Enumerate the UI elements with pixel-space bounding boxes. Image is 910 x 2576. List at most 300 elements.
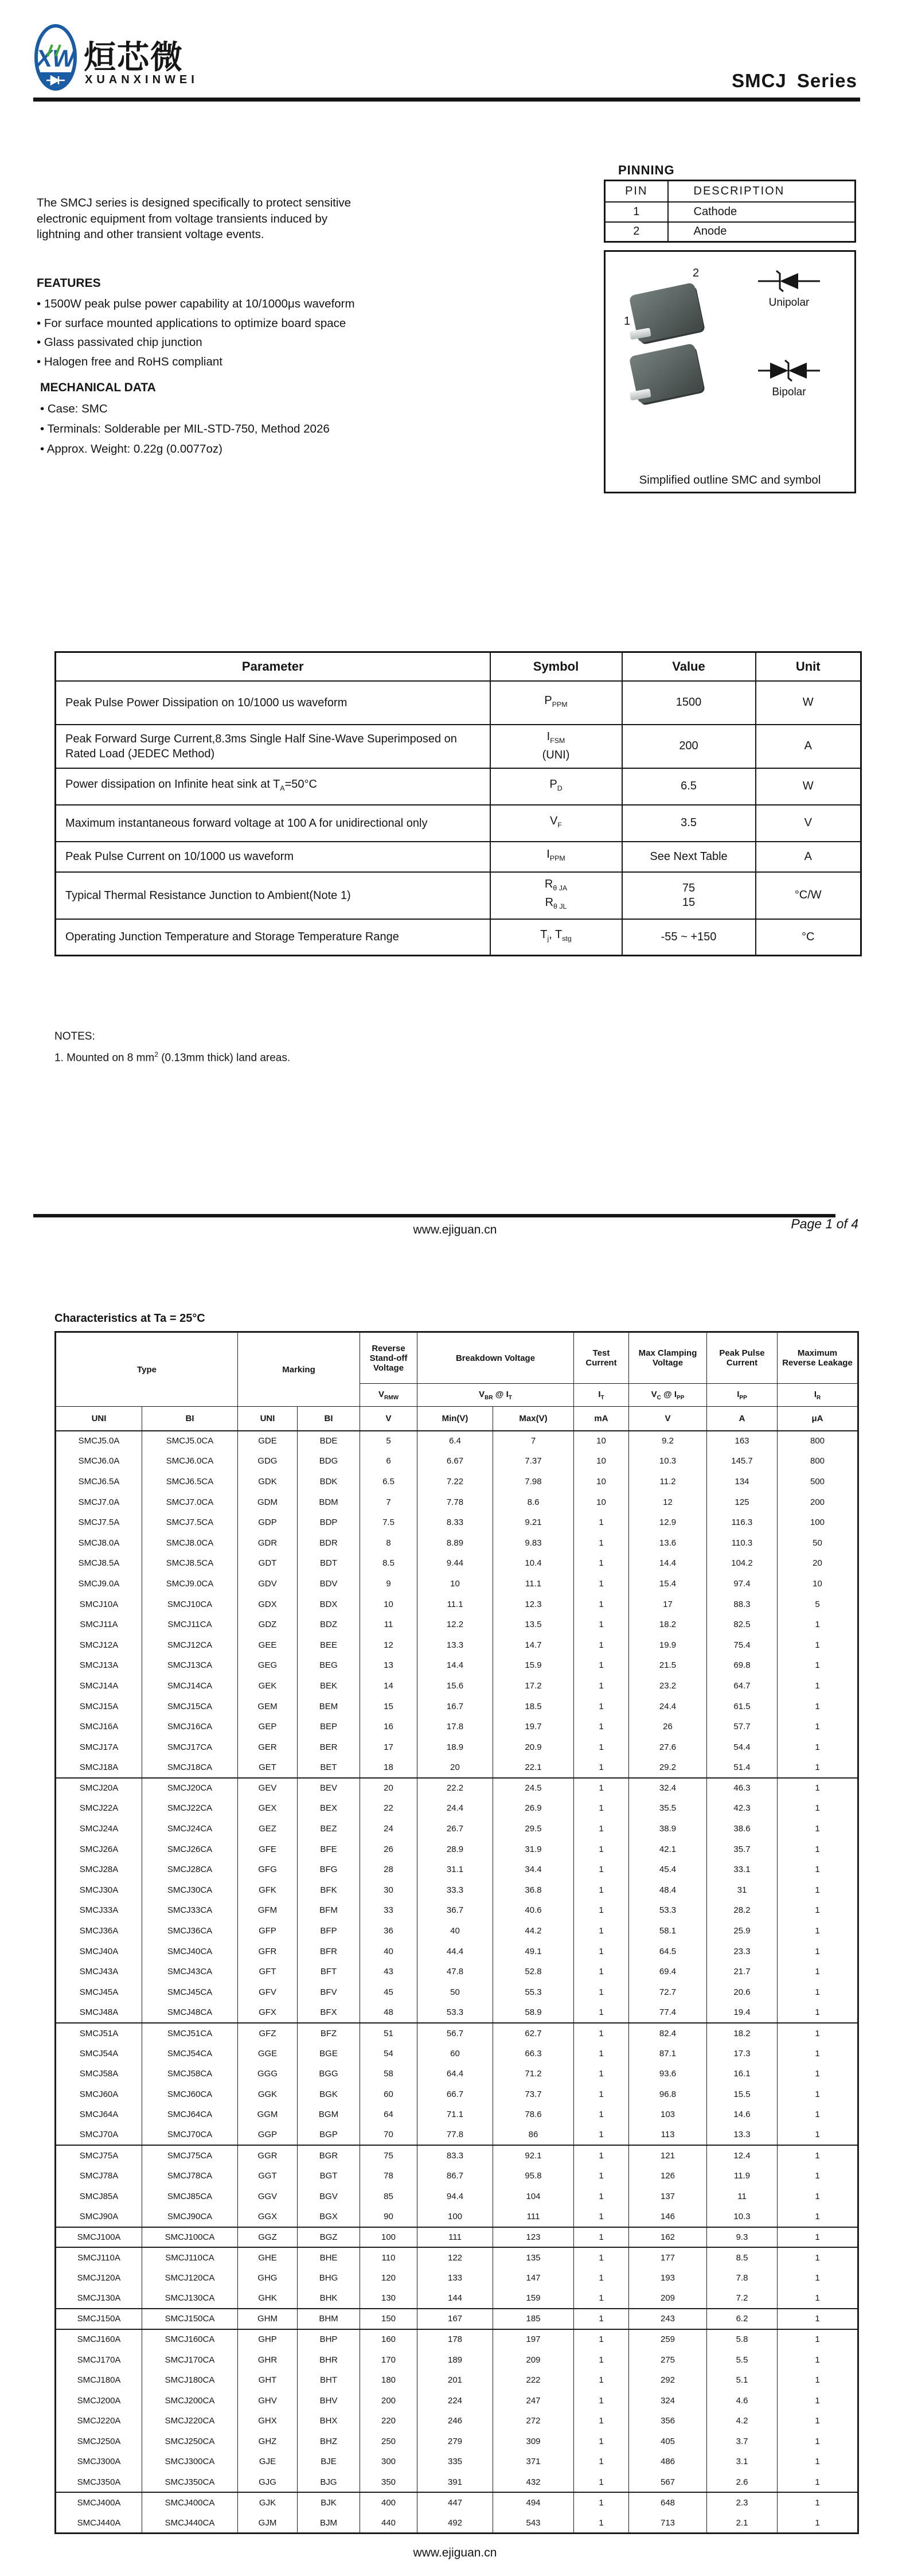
param-symbol-cell xyxy=(490,681,622,725)
subscript: RMW xyxy=(384,1394,399,1401)
param-value-cell xyxy=(622,768,756,805)
ipp-cell: 5.5 xyxy=(707,2349,778,2370)
it-cell: 1 xyxy=(574,2104,629,2125)
marking-bi-cell: BDX xyxy=(298,1594,360,1614)
subscript: C xyxy=(657,1394,661,1401)
vbr-min-cell: 71.1 xyxy=(417,2104,493,2125)
value-line: 200 xyxy=(679,740,698,752)
vc-cell: 17 xyxy=(629,1594,707,1614)
ipp-cell: 2.6 xyxy=(707,2472,778,2493)
marking-uni-cell: GHX xyxy=(238,2411,298,2431)
marking-bi-cell: BJG xyxy=(298,2472,360,2493)
it-cell: 1 xyxy=(574,1532,629,1553)
it-cell: 1 xyxy=(574,1962,629,1982)
vc-cell: 567 xyxy=(629,2472,707,2493)
ir-cell: 1 xyxy=(778,2431,858,2452)
vrwm-cell: 170 xyxy=(360,2349,417,2370)
param-row xyxy=(56,681,861,725)
vbr-max-cell: 95.8 xyxy=(493,2166,574,2186)
part-uni-cell: SMCJ43A xyxy=(56,1962,142,1982)
subscript: PPM xyxy=(549,854,565,862)
vrwm-cell: 85 xyxy=(360,2186,417,2207)
part-uni-cell: SMCJ7.5A xyxy=(56,1512,142,1533)
vrwm-cell: 7.5 xyxy=(360,1512,417,1533)
vbr-max-cell: 58.9 xyxy=(493,2002,574,2023)
pinning-header-row xyxy=(605,181,856,202)
page-number: Page 1 of 4 xyxy=(791,1216,858,1231)
vc-cell: 48.4 xyxy=(629,1880,707,1901)
ir-cell: 1 xyxy=(778,2084,858,2105)
part-bi-cell: SMCJ440CA xyxy=(142,2513,238,2534)
part-uni-cell: SMCJ100A xyxy=(56,2227,142,2248)
char-table xyxy=(54,1331,859,2534)
value-line: 15 xyxy=(682,896,696,909)
vc-cell: 12.9 xyxy=(629,1512,707,1533)
vc-cell: 35.5 xyxy=(629,1798,707,1819)
vbr-min-cell: 8.33 xyxy=(417,1512,493,1533)
vc-cell: 21.5 xyxy=(629,1655,707,1676)
ipp-cell: 17.3 xyxy=(707,2043,778,2064)
vrwm-cell: 9 xyxy=(360,1574,417,1594)
part-uni-cell: SMCJ150A xyxy=(56,2309,142,2329)
vc-cell: 648 xyxy=(629,2492,707,2513)
part-uni-cell: SMCJ75A xyxy=(56,2145,142,2166)
vrwm-cell: 43 xyxy=(360,1962,417,1982)
vc-cell: 15.4 xyxy=(629,1574,707,1594)
vbr-min-cell: 86.7 xyxy=(417,2166,493,2186)
part-uni-cell: SMCJ20A xyxy=(56,1778,142,1799)
ir-cell: 1 xyxy=(778,1696,858,1717)
marking-bi-cell: BFM xyxy=(298,1900,360,1921)
ratings-header-symbol: Symbol xyxy=(490,652,622,681)
marking-bi-cell: BJK xyxy=(298,2492,360,2513)
vrwm-cell: 7 xyxy=(360,1492,417,1512)
part-uni-cell: SMCJ60A xyxy=(56,2084,142,2105)
ipp-cell: 7.8 xyxy=(707,2268,778,2289)
it-cell: 1 xyxy=(574,2084,629,2105)
marking-uni-cell: GJE xyxy=(238,2452,298,2472)
pinning-title: PINNING xyxy=(618,163,675,177)
text-segment: , T xyxy=(549,928,563,941)
part-uni-cell: SMCJ15A xyxy=(56,1696,142,1717)
part-bi-cell: SMCJ26CA xyxy=(142,1839,238,1859)
ipp-cell: 64.7 xyxy=(707,1676,778,1696)
char-row xyxy=(56,1451,858,1472)
char-header-cell: Reverse Stand-off Voltage xyxy=(360,1332,417,1384)
vrwm-cell: 48 xyxy=(360,2002,417,2023)
vbr-min-cell: 111 xyxy=(417,2227,493,2248)
part-uni-cell: SMCJ8.0A xyxy=(56,1532,142,1553)
value-line: See Next Table xyxy=(650,850,728,863)
it-cell: 1 xyxy=(574,2309,629,2329)
page-title: SMCJ Series xyxy=(732,70,857,91)
ir-cell: 1 xyxy=(778,1962,858,1982)
header-rule xyxy=(33,98,860,102)
marking-uni-cell: GHK xyxy=(238,2288,298,2309)
it-cell: 1 xyxy=(574,1819,629,1839)
vbr-min-cell: 26.7 xyxy=(417,1819,493,1839)
marking-bi-cell: BEM xyxy=(298,1696,360,1717)
vc-cell: 93.6 xyxy=(629,2064,707,2084)
value-line: -55 ~ +150 xyxy=(661,930,717,943)
vbr-max-cell: 62.7 xyxy=(493,2023,574,2044)
part-uni-cell: SMCJ90A xyxy=(56,2207,142,2227)
part-bi-cell: SMCJ180CA xyxy=(142,2370,238,2391)
part-bi-cell: SMCJ400CA xyxy=(142,2492,238,2513)
char-row xyxy=(56,2145,858,2166)
ratings-table xyxy=(54,651,862,956)
char-row xyxy=(56,2329,858,2350)
char-row xyxy=(56,1941,858,1962)
vbr-min-cell: 18.9 xyxy=(417,1737,493,1757)
char-unit-row xyxy=(56,1407,858,1431)
param-table-body xyxy=(56,681,861,956)
part-uni-cell: SMCJ110A xyxy=(56,2247,142,2268)
part-bi-cell: SMCJ9.0CA xyxy=(142,1574,238,1594)
vrwm-cell: 13 xyxy=(360,1655,417,1676)
char-row xyxy=(56,2472,858,2493)
ipp-cell: 5.8 xyxy=(707,2329,778,2350)
vrwm-cell: 5 xyxy=(360,1431,417,1452)
it-cell: 1 xyxy=(574,1757,629,1778)
ipp-cell: 13.3 xyxy=(707,2125,778,2146)
pinning-header-description: DESCRIPTION xyxy=(668,181,856,202)
subscript: stg xyxy=(562,935,572,943)
marking-bi-cell: BFZ xyxy=(298,2023,360,2044)
vrwm-cell: 78 xyxy=(360,2166,417,2186)
vc-cell: 713 xyxy=(629,2513,707,2534)
vbr-min-cell: 13.3 xyxy=(417,1635,493,1655)
char-header-cell: Breakdown Voltage xyxy=(417,1332,574,1384)
vrwm-cell: 17 xyxy=(360,1737,417,1757)
it-cell: 1 xyxy=(574,1696,629,1717)
feature-item: • For surface mounted applications to optimize board space xyxy=(37,314,355,333)
marking-uni-cell: GGX xyxy=(238,2207,298,2227)
param-value-cell xyxy=(622,872,756,919)
vbr-min-cell: 6.4 xyxy=(417,1431,493,1452)
marking-bi-cell: BDV xyxy=(298,1574,360,1594)
text-segment: (UNI) xyxy=(542,749,570,761)
part-bi-cell: SMCJ20CA xyxy=(142,1778,238,1799)
ipp-cell: 2.3 xyxy=(707,2492,778,2513)
subscript: A xyxy=(280,784,285,792)
it-cell: 1 xyxy=(574,2472,629,2493)
part-uni-cell: SMCJ400A xyxy=(56,2492,142,2513)
marking-uni-cell: GFE xyxy=(238,1839,298,1859)
char-row xyxy=(56,1676,858,1696)
char-row xyxy=(56,2186,858,2207)
ir-cell: 1 xyxy=(778,2329,858,2350)
marking-bi-cell: BEP xyxy=(298,1717,360,1737)
vbr-max-cell: 78.6 xyxy=(493,2104,574,2125)
subscript: FSM xyxy=(550,737,565,745)
vc-cell: 42.1 xyxy=(629,1839,707,1859)
ir-cell: 1 xyxy=(778,1941,858,1962)
part-bi-cell: SMCJ6.5CA xyxy=(142,1472,238,1492)
marking-bi-cell: BHP xyxy=(298,2329,360,2350)
ipp-cell: 25.9 xyxy=(707,1921,778,1941)
char-header-cell: Peak Pulse Current xyxy=(707,1332,778,1384)
text-segment: R xyxy=(544,877,553,890)
vc-cell: 177 xyxy=(629,2247,707,2268)
vrwm-cell: 16 xyxy=(360,1717,417,1737)
it-cell: 1 xyxy=(574,2452,629,2472)
vbr-max-cell: 123 xyxy=(493,2227,574,2248)
part-uni-cell: SMCJ160A xyxy=(56,2329,142,2350)
part-uni-cell: SMCJ33A xyxy=(56,1900,142,1921)
ir-cell: 1 xyxy=(778,2309,858,2329)
part-bi-cell: SMCJ170CA xyxy=(142,2349,238,2370)
vbr-max-cell: 197 xyxy=(493,2329,574,2350)
vbr-max-cell: 55.3 xyxy=(493,1982,574,2003)
part-uni-cell: SMCJ200A xyxy=(56,2390,142,2411)
vrwm-cell: 100 xyxy=(360,2227,417,2248)
ipp-cell: 28.2 xyxy=(707,1900,778,1921)
part-uni-cell: SMCJ8.5A xyxy=(56,1553,142,1574)
part-uni-cell: SMCJ10A xyxy=(56,1594,142,1614)
part-bi-cell: SMCJ48CA xyxy=(142,2002,238,2023)
marking-uni-cell: GEX xyxy=(238,1798,298,1819)
part-bi-cell: SMCJ36CA xyxy=(142,1921,238,1941)
char-row xyxy=(56,1839,858,1859)
vrwm-cell: 14 xyxy=(360,1676,417,1696)
marking-uni-cell: GDX xyxy=(238,1594,298,1614)
part-bi-cell: SMCJ8.0CA xyxy=(142,1532,238,1553)
vbr-min-cell: 50 xyxy=(417,1982,493,2003)
mechanical-item: • Case: SMC xyxy=(40,399,330,419)
ir-cell: 1 xyxy=(778,2268,858,2289)
marking-uni-cell: GET xyxy=(238,1757,298,1778)
char-row xyxy=(56,2390,858,2411)
vc-cell: 23.2 xyxy=(629,1676,707,1696)
it-cell: 1 xyxy=(574,2431,629,2452)
it-cell: 1 xyxy=(574,2390,629,2411)
marking-uni-cell: GFR xyxy=(238,1941,298,1962)
vrwm-cell: 18 xyxy=(360,1757,417,1778)
part-bi-cell: SMCJ150CA xyxy=(142,2309,238,2329)
vc-cell: 259 xyxy=(629,2329,707,2350)
vbr-max-cell: 111 xyxy=(493,2207,574,2227)
marking-uni-cell: GDM xyxy=(238,1492,298,1512)
ir-cell: 1 xyxy=(778,1982,858,2003)
vbr-max-cell: 22.1 xyxy=(493,1757,574,1778)
param-symbol-cell xyxy=(490,768,622,805)
footer-url: www.ejiguan.cn xyxy=(413,1223,497,1236)
marking-uni-cell: GHR xyxy=(238,2349,298,2370)
char-row xyxy=(56,1472,858,1492)
text-segment: I xyxy=(737,1389,740,1399)
vbr-max-cell: 432 xyxy=(493,2472,574,2493)
bipolar-diode-icon xyxy=(757,357,821,384)
pin-number-cell: 2 xyxy=(605,222,668,242)
part-uni-cell: SMCJ170A xyxy=(56,2349,142,2370)
vbr-min-cell: 6.67 xyxy=(417,1451,493,1472)
text-segment: V xyxy=(378,1389,385,1399)
part-bi-cell: SMCJ15CA xyxy=(142,1696,238,1717)
ipp-cell: 19.4 xyxy=(707,2002,778,2023)
it-cell: 1 xyxy=(574,2166,629,2186)
text-segment: I xyxy=(814,1389,817,1399)
marking-uni-cell: GEG xyxy=(238,1655,298,1676)
marking-bi-cell: BER xyxy=(298,1737,360,1757)
vbr-min-cell: 17.8 xyxy=(417,1717,493,1737)
marking-uni-cell: GFZ xyxy=(238,2023,298,2044)
part-bi-cell: SMCJ17CA xyxy=(142,1737,238,1757)
vbr-min-cell: 201 xyxy=(417,2370,493,2391)
vbr-max-cell: 247 xyxy=(493,2390,574,2411)
feature-item: • Glass passivated chip junction xyxy=(37,333,355,352)
char-row xyxy=(56,2023,858,2044)
part-uni-cell: SMCJ250A xyxy=(56,2431,142,2452)
marking-bi-cell: BHM xyxy=(298,2309,360,2329)
param-value-cell xyxy=(622,805,756,842)
part-bi-cell: SMCJ54CA xyxy=(142,2043,238,2064)
vbr-max-cell: 29.5 xyxy=(493,1819,574,1839)
param-name-cell xyxy=(56,805,490,842)
vbr-min-cell: 279 xyxy=(417,2431,493,2452)
ir-cell: 1 xyxy=(778,2370,858,2391)
part-uni-cell: SMCJ51A xyxy=(56,2023,142,2044)
param-symbol-cell xyxy=(490,725,622,768)
symbol-line xyxy=(491,847,621,866)
ir-cell: 1 xyxy=(778,1880,858,1901)
vbr-min-cell: 10 xyxy=(417,1574,493,1594)
feature-item: • 1500W peak pulse power capability at 10/1000μs waveform xyxy=(37,294,355,314)
part-uni-cell: SMCJ70A xyxy=(56,2125,142,2146)
ipp-cell: 11 xyxy=(707,2186,778,2207)
it-cell: 1 xyxy=(574,2513,629,2534)
char-row xyxy=(56,1431,858,1452)
char-row xyxy=(56,1778,858,1799)
marking-uni-cell: GFK xyxy=(238,1880,298,1901)
features-list xyxy=(37,294,355,371)
part-bi-cell: SMCJ5.0CA xyxy=(142,1431,238,1452)
ir-cell: 1 xyxy=(778,1778,858,1799)
vbr-min-cell: 9.44 xyxy=(417,1553,493,1574)
char-row xyxy=(56,2431,858,2452)
pin1-label: 1 xyxy=(624,315,631,328)
param-row xyxy=(56,872,861,919)
param-value-cell xyxy=(622,681,756,725)
ir-cell: 1 xyxy=(778,1676,858,1696)
vbr-min-cell: 246 xyxy=(417,2411,493,2431)
marking-bi-cell: BGX xyxy=(298,2207,360,2227)
char-row xyxy=(56,2309,858,2329)
vbr-max-cell: 15.9 xyxy=(493,1655,574,1676)
vrwm-cell: 300 xyxy=(360,2452,417,2472)
unipolar-diode-icon xyxy=(757,268,821,294)
vrwm-cell: 15 xyxy=(360,1696,417,1717)
text-segment: =50°C xyxy=(284,778,317,791)
value-line: 75 xyxy=(682,881,696,894)
param-row xyxy=(56,805,861,842)
vrwm-cell: 26 xyxy=(360,1839,417,1859)
ir-cell: 5 xyxy=(778,1594,858,1614)
vc-cell: 13.6 xyxy=(629,1532,707,1553)
param-name-cell xyxy=(56,681,490,725)
marking-bi-cell: BGE xyxy=(298,2043,360,2064)
part-bi-cell: SMCJ18CA xyxy=(142,1757,238,1778)
marking-bi-cell: BEV xyxy=(298,1778,360,1799)
part-uni-cell: SMCJ120A xyxy=(56,2268,142,2289)
vrwm-cell: 120 xyxy=(360,2268,417,2289)
marking-uni-cell: GGK xyxy=(238,2084,298,2105)
vrwm-cell: 24 xyxy=(360,1819,417,1839)
marking-bi-cell: BFG xyxy=(298,1859,360,1880)
vbr-max-cell: 49.1 xyxy=(493,1941,574,1962)
vbr-min-cell: 224 xyxy=(417,2390,493,2411)
vrwm-cell: 440 xyxy=(360,2513,417,2534)
char-row xyxy=(56,2268,858,2289)
value-line: 3.5 xyxy=(681,816,697,829)
vrwm-cell: 51 xyxy=(360,2023,417,2044)
part-uni-cell: SMCJ130A xyxy=(56,2288,142,2309)
char-unit-cell: mA xyxy=(574,1407,629,1431)
pin-description-cell: Anode xyxy=(668,222,856,242)
ipp-cell: 145.7 xyxy=(707,1451,778,1472)
part-uni-cell: SMCJ220A xyxy=(56,2411,142,2431)
vc-cell: 72.7 xyxy=(629,1982,707,2003)
vbr-min-cell: 53.3 xyxy=(417,2002,493,2023)
vrwm-cell: 10 xyxy=(360,1594,417,1614)
marking-uni-cell: GJM xyxy=(238,2513,298,2534)
subscript: F xyxy=(557,820,562,829)
part-uni-cell: SMCJ24A xyxy=(56,1819,142,1839)
vbr-min-cell: 11.1 xyxy=(417,1594,493,1614)
char-unit-cell: V xyxy=(629,1407,707,1431)
marking-uni-cell: GER xyxy=(238,1737,298,1757)
char-unit-cell: UNI xyxy=(56,1407,142,1431)
part-uni-cell: SMCJ40A xyxy=(56,1941,142,1962)
it-cell: 1 xyxy=(574,2349,629,2370)
marking-bi-cell: BDZ xyxy=(298,1614,360,1635)
part-bi-cell: SMCJ8.5CA xyxy=(142,1553,238,1574)
param-row xyxy=(56,842,861,872)
vbr-min-cell: 20 xyxy=(417,1757,493,1778)
char-row xyxy=(56,1574,858,1594)
ipp-cell: 46.3 xyxy=(707,1778,778,1799)
pinning-table-head xyxy=(605,181,856,202)
vbr-max-cell: 7.98 xyxy=(493,1472,574,1492)
part-uni-cell: SMCJ45A xyxy=(56,1982,142,2003)
vbr-max-cell: 34.4 xyxy=(493,1859,574,1880)
part-uni-cell: SMCJ85A xyxy=(56,2186,142,2207)
char-row xyxy=(56,1737,858,1757)
vc-cell: 12 xyxy=(629,1492,707,1512)
vbr-max-cell: 272 xyxy=(493,2411,574,2431)
char-unit-cell: μA xyxy=(778,1407,858,1431)
subscript: θ JL xyxy=(553,902,567,910)
part-bi-cell: SMCJ85CA xyxy=(142,2186,238,2207)
vrwm-cell: 75 xyxy=(360,2145,417,2166)
description-line: lightning and other transient voltage events. xyxy=(37,228,264,241)
text-segment: @ I xyxy=(493,1389,509,1399)
company-logo xyxy=(33,23,78,92)
it-cell: 10 xyxy=(574,1431,629,1452)
ipp-cell: 51.4 xyxy=(707,1757,778,1778)
part-bi-cell: SMCJ6.0CA xyxy=(142,1451,238,1472)
text-segment: V xyxy=(651,1389,657,1399)
vc-cell: 209 xyxy=(629,2288,707,2309)
marking-bi-cell: BJE xyxy=(298,2452,360,2472)
vbr-max-cell: 222 xyxy=(493,2370,574,2391)
ir-cell: 800 xyxy=(778,1431,858,1452)
part-bi-cell: SMCJ7.0CA xyxy=(142,1492,238,1512)
vrwm-cell: 6 xyxy=(360,1451,417,1472)
vrwm-cell: 130 xyxy=(360,2288,417,2309)
vbr-max-cell: 11.1 xyxy=(493,1574,574,1594)
marking-bi-cell: BJM xyxy=(298,2513,360,2534)
